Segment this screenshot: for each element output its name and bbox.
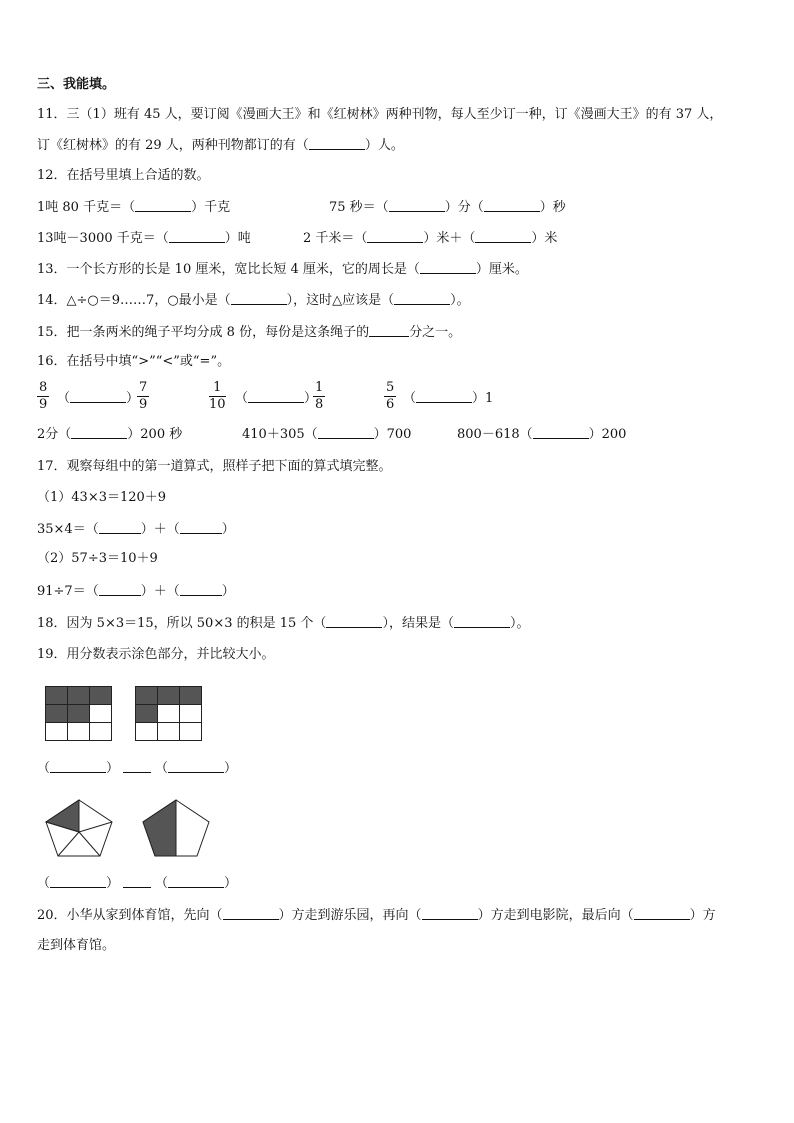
answer-blank[interactable]	[99, 521, 141, 534]
answer-blank[interactable]	[168, 760, 224, 773]
answer-blank[interactable]	[99, 583, 141, 596]
compare-blank[interactable]	[123, 760, 151, 773]
q19-title: 19．用分数表示涂色部分，并比较大小。	[37, 647, 275, 662]
answer-blank[interactable]	[180, 521, 222, 534]
q20-line2: 走到体育馆。	[37, 938, 116, 953]
pentagon-figure-left	[44, 798, 114, 858]
q17-fill-2: 91÷7＝（ ）＋（ ）	[37, 584, 235, 599]
compare-slot: （ ）1	[403, 391, 494, 406]
answer-blank[interactable]	[422, 907, 478, 920]
answer-blank[interactable]	[248, 390, 304, 403]
answer-blank[interactable]	[367, 230, 423, 243]
compare-slot: （ ）	[57, 391, 140, 406]
q16-title: 16．在括号中填“>”“<”或“=”。	[37, 354, 231, 369]
q12-title: 12．在括号里填上合适的数。	[37, 168, 210, 183]
q16-compare-1: 2分（ ）200 秒	[37, 427, 183, 442]
compare-blank[interactable]	[123, 875, 151, 888]
q17-fill-1: 35×4＝（ ）＋（ ）	[37, 522, 235, 537]
answer-blank[interactable]	[180, 583, 222, 596]
answer-blank[interactable]	[420, 261, 476, 274]
pentagon-figure-right	[141, 798, 211, 858]
q17-example-2: （2）57÷3＝10＋9	[37, 551, 158, 566]
fraction-7-9: $\frac{7}{9}$	[139, 380, 148, 412]
q12-row2-left: 13吨－3000 千克＝（ ）吨	[37, 231, 251, 246]
answer-blank[interactable]	[70, 390, 126, 403]
fraction-1-10: $\frac{1}{10}$	[209, 380, 226, 412]
grid-figure-left	[45, 686, 115, 743]
q11-line2: 订《红树林》的有 29 人，两种刊物都订的有（ ）人。	[37, 138, 404, 153]
answer-blank[interactable]	[533, 426, 589, 439]
answer-blank[interactable]	[326, 615, 382, 628]
q16-compare-3: 800－618（ ）200	[457, 427, 627, 442]
answer-blank[interactable]	[71, 426, 127, 439]
fraction-5-6: $\frac{5}{6}$	[386, 380, 395, 412]
q18-line: 18．因为 5×3＝15，所以 50×3 的积是 15 个（ ），结果是（ ）。	[37, 616, 530, 631]
answer-blank[interactable]	[389, 199, 445, 212]
answer-blank[interactable]	[168, 875, 224, 888]
answer-blank[interactable]	[475, 230, 531, 243]
q20-line1: 20．小华从家到体育馆，先向（ ）方走到游乐园，再向（ ）方走到电影院，最后向（ ）方	[37, 908, 716, 923]
q19-answer-row-2: （ ） （ ）	[37, 876, 238, 891]
answer-blank[interactable]	[231, 292, 287, 305]
q17-example-1: （1）43×3＝120＋9	[37, 490, 167, 505]
answer-blank[interactable]	[169, 230, 225, 243]
q12-row2-right: 2 千米＝（ ）米＋（ ）米	[303, 231, 558, 246]
answer-blank[interactable]	[484, 199, 540, 212]
fraction-8-9: $\frac{8}{9}$	[39, 380, 48, 412]
q15-line: 15．把一条两米的绳子平均分成 8 份，每份是这条绳子的 分之一。	[37, 325, 462, 340]
answer-blank[interactable]	[309, 137, 365, 150]
answer-blank[interactable]	[454, 615, 510, 628]
q11-line1: 11．三（1）班有 45 人，要订阅《漫画大王》和《红树林》两种刊物，每人至少订一种，订《漫画大王》的有 37 人，	[37, 107, 723, 122]
q14-line: 14．△÷○＝9……7，○最小是（ ），这时△应该是（ ）。	[37, 293, 470, 308]
compare-slot: （ ）	[235, 391, 318, 406]
q16-compare-2: 410＋305（ ）700	[242, 427, 412, 442]
answer-blank[interactable]	[416, 390, 472, 403]
q19-answer-row-1: （ ） （ ）	[37, 761, 238, 776]
answer-blank[interactable]	[369, 324, 409, 337]
q12-row1-right: 75 秒＝（ ）分（ ）秒	[329, 200, 566, 215]
fraction-1-8: $\frac{1}{8}$	[315, 380, 324, 412]
answer-blank[interactable]	[50, 760, 106, 773]
answer-blank[interactable]	[634, 907, 690, 920]
section-title: 三、我能填。	[37, 77, 116, 92]
answer-blank[interactable]	[135, 199, 191, 212]
answer-blank[interactable]	[394, 292, 450, 305]
grid-figure-right	[135, 686, 205, 743]
q13-line: 13．一个长方形的长是 10 厘米，宽比长短 4 厘米，它的周长是（ ）厘米。	[37, 262, 528, 277]
answer-blank[interactable]	[50, 875, 106, 888]
q17-title: 17．观察每组中的第一道算式，照样子把下面的算式填完整。	[37, 459, 392, 474]
answer-blank[interactable]	[223, 907, 279, 920]
answer-blank[interactable]	[318, 426, 374, 439]
q12-row1-left: 1吨 80 千克＝（ ）千克	[37, 200, 231, 215]
